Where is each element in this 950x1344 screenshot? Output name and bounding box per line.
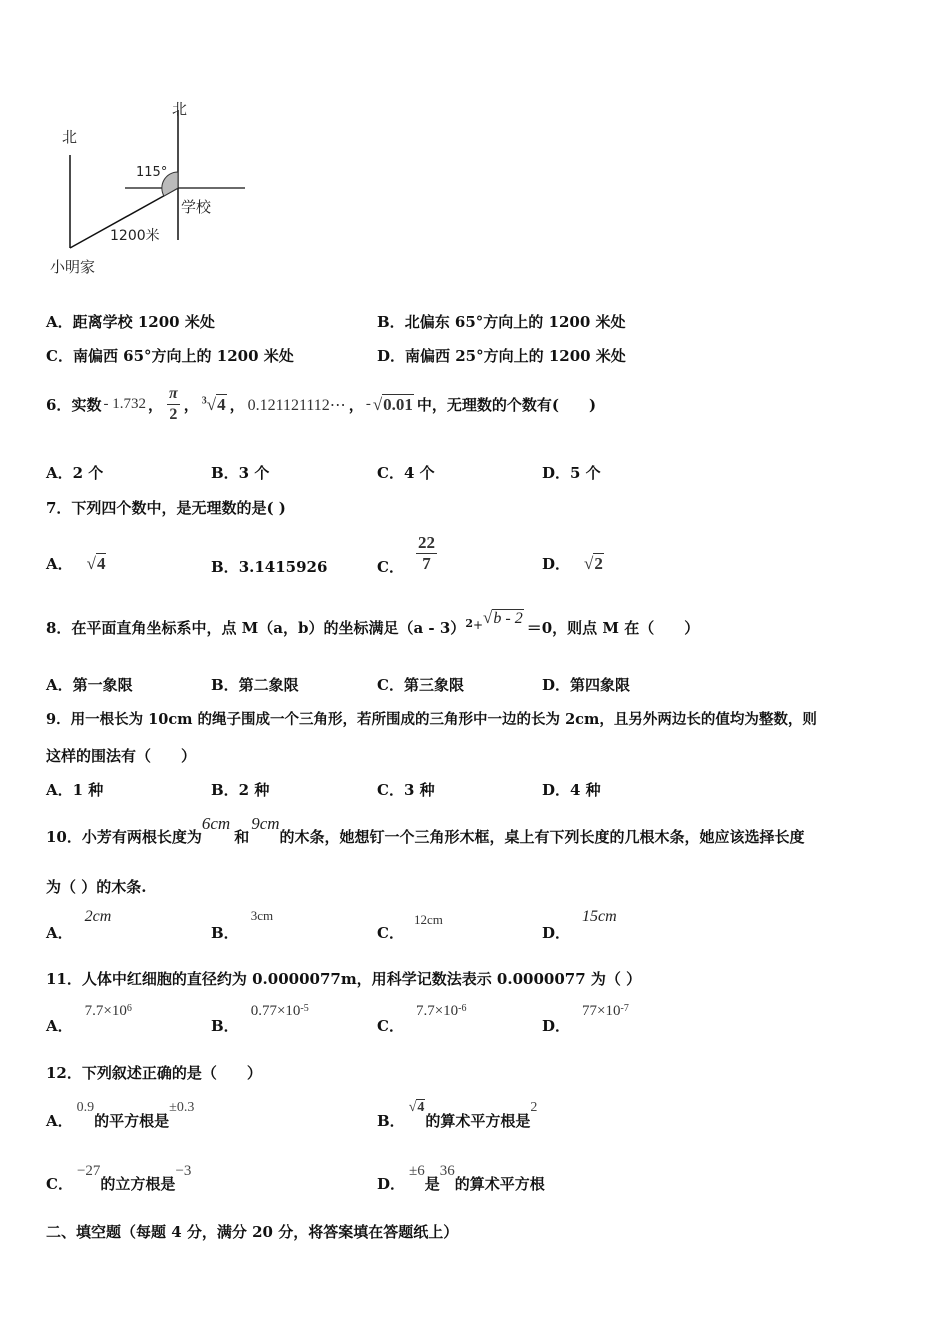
q6-neg: - bbox=[365, 396, 371, 412]
q7-option-b[interactable] bbox=[211, 556, 327, 577]
q7-option-d[interactable] bbox=[542, 553, 604, 574]
q12-option-c-text: 的立方根是 bbox=[100, 1175, 176, 1193]
q10-option-d[interactable] bbox=[542, 908, 617, 943]
q8-option-d[interactable]: D．第四象限 bbox=[542, 676, 631, 694]
q7-option-c-denominator: 7 bbox=[422, 554, 431, 573]
q10-option-a-value: 2cm bbox=[84, 908, 112, 925]
q8-suffix: ＝0，则点 M 在（ ） bbox=[526, 619, 700, 637]
q10-option-a[interactable] bbox=[46, 908, 111, 943]
q12-option-c-letter: C． bbox=[46, 1175, 73, 1193]
section-2-heading: 二、填空题（每题 4 分，满分 20 分，将答案填在答题纸上） bbox=[46, 1223, 459, 1241]
q5-option-d[interactable] bbox=[377, 345, 626, 366]
q12-option-d-text-1: 是 bbox=[424, 1175, 440, 1193]
q10-option-a-letter: A． bbox=[46, 924, 73, 942]
q10-length-2: 9cm bbox=[251, 814, 280, 833]
q12-stem: 12．下列叙述正确的是（ ） bbox=[46, 1064, 262, 1082]
q7-option-a-letter: A． bbox=[46, 555, 73, 573]
q6-sep-1: ， bbox=[147, 396, 163, 414]
q6-pi-over-2 bbox=[167, 384, 180, 425]
q5-option-c-text: 南偏西 65°方向上的 1200 米处 bbox=[72, 347, 294, 365]
q5-option-a[interactable] bbox=[46, 311, 215, 332]
north-label-left: 北 bbox=[62, 128, 78, 146]
q6-pi: π bbox=[167, 384, 180, 405]
q11-option-b-base: 0.77×10 bbox=[250, 1003, 301, 1019]
q6-number-4: 0.121121112⋯ bbox=[247, 396, 346, 414]
q12-option-a-text: 的平方根是 bbox=[94, 1112, 170, 1130]
q8-radicand: b - 2 bbox=[493, 610, 523, 627]
q5-option-b-text: 北偏东 65°方向上的 1200 米处 bbox=[404, 313, 626, 331]
q11-option-a-base: 7.7×10 bbox=[84, 1003, 127, 1019]
q6-sqrt: √0.01 bbox=[372, 394, 413, 414]
q10-length-1: 6cm bbox=[201, 814, 231, 833]
q11-option-c-letter: C． bbox=[377, 1017, 404, 1035]
q11-option-c[interactable] bbox=[377, 1003, 467, 1036]
q6-prefix: 实数 bbox=[71, 396, 102, 414]
q6-sep-4: ， bbox=[348, 396, 364, 414]
q10-option-d-letter: D． bbox=[542, 924, 571, 942]
q7-option-c-letter: C． bbox=[377, 558, 404, 576]
q11-option-d[interactable] bbox=[542, 1003, 629, 1036]
q12-option-d-math-2: 36 bbox=[439, 1163, 455, 1179]
q10-option-b-letter: B． bbox=[211, 924, 239, 942]
q12-option-d[interactable] bbox=[377, 1163, 545, 1194]
q11-stem: 11．人体中红细胞的直径约为 0.0000077m，用科学记数法表示 0.0000077 为（ ） bbox=[46, 970, 642, 988]
q7-stem: 7．下列四个数中，是无理数的是( ) bbox=[46, 499, 286, 517]
q12-option-a-math-1: 0.9 bbox=[76, 1100, 95, 1115]
q7-option-c-fraction bbox=[416, 533, 437, 574]
direction-diagram bbox=[40, 90, 260, 285]
angle-label: 115° bbox=[136, 165, 168, 180]
q12-option-b-radicand: 4 bbox=[417, 1100, 425, 1115]
q6-option-d[interactable]: D．5 个 bbox=[542, 464, 601, 482]
q10-part-1: 10．小芳有两根长度为 bbox=[46, 828, 202, 846]
q10-option-b[interactable] bbox=[211, 908, 273, 943]
q6-option-b[interactable]: B．3 个 bbox=[211, 464, 270, 482]
q9-stem-line-1: 9．用一根长为 10cm 的绳子围成一个三角形，若所围成的三角形中一边的长为 2cm，且另外两边长的值均为整数，则 bbox=[46, 711, 817, 728]
school-label: 学校 bbox=[181, 198, 212, 216]
q10-option-d-value: 15cm bbox=[582, 908, 617, 925]
q6-number-1: - 1.732 bbox=[103, 396, 146, 412]
q8-prefix: 8．在平面直角坐标系中，点 M（a，b）的坐标满足（a - 3） bbox=[46, 619, 466, 637]
q7-option-a-sqrt: √4 bbox=[86, 553, 106, 573]
q11-option-b[interactable] bbox=[211, 1003, 309, 1036]
q6-cube-radicand: 4 bbox=[217, 394, 226, 414]
q12-option-d-text-2: 的算术平方根 bbox=[454, 1175, 545, 1193]
q10-part-2: 和 bbox=[234, 828, 250, 846]
q6-sqrt-radicand: 0.01 bbox=[383, 394, 413, 414]
q11-option-a-exponent: 6 bbox=[126, 1003, 132, 1014]
q5-option-a-letter: A． bbox=[46, 313, 73, 331]
q12-option-a-letter: A． bbox=[46, 1112, 73, 1130]
q11-option-a[interactable] bbox=[46, 1003, 132, 1036]
q7-option-b-value: 3.1415926 bbox=[238, 558, 328, 576]
q7-option-c-numerator: 22 bbox=[417, 533, 435, 552]
q9-stem-line-2: 这样的围法有（ ） bbox=[46, 747, 197, 765]
q11-option-d-letter: D． bbox=[542, 1017, 571, 1035]
q10-stem-line-1 bbox=[46, 814, 805, 847]
q11-option-b-letter: B． bbox=[211, 1017, 239, 1035]
q12-option-c-math-1: −27 bbox=[76, 1163, 101, 1179]
q7-option-a-radicand: 4 bbox=[96, 553, 106, 573]
q8-option-a[interactable]: A．第一象限 bbox=[46, 676, 133, 694]
q8-option-c[interactable]: C．第三象限 bbox=[377, 676, 464, 694]
q6-option-a[interactable]: A．2 个 bbox=[46, 464, 104, 482]
q12-option-c[interactable] bbox=[46, 1163, 191, 1194]
q10-option-c-value: 12cm bbox=[413, 912, 443, 927]
q7-option-a[interactable] bbox=[46, 553, 106, 574]
q5-option-c-letter: C． bbox=[46, 347, 73, 365]
q12-option-b-sqrt: √4 bbox=[408, 1100, 425, 1115]
q6-sep-2: ， bbox=[183, 396, 199, 414]
home-label: 小明家 bbox=[50, 258, 96, 276]
q6-cube-index: 3 bbox=[201, 394, 207, 406]
q10-option-c-letter: C． bbox=[377, 924, 404, 942]
q9-option-d[interactable]: D．4 种 bbox=[542, 781, 601, 799]
q7-option-b-letter: B． bbox=[211, 558, 239, 576]
q6-stem bbox=[46, 384, 596, 425]
q10-option-c[interactable] bbox=[377, 908, 443, 943]
q7-option-d-letter: D． bbox=[542, 555, 571, 573]
q9-option-b[interactable]: B．2 种 bbox=[211, 781, 270, 799]
q11-option-b-exponent: -5 bbox=[300, 1003, 309, 1014]
q6-cube-root: $^3$√4 bbox=[201, 394, 226, 414]
q7-option-d-sqrt: √2 bbox=[584, 553, 603, 573]
q5-option-d-text: 南偏西 25°方向上的 1200 米处 bbox=[405, 347, 626, 365]
q11-option-c-exponent: -6 bbox=[458, 1003, 467, 1014]
north-label-right: 北 bbox=[172, 100, 188, 118]
q5-option-d-letter: D． bbox=[377, 347, 406, 365]
q7-option-c[interactable] bbox=[377, 530, 437, 577]
q9-option-a[interactable]: A．1 种 bbox=[46, 781, 104, 799]
q12-option-a-math-2: ±0.3 bbox=[169, 1100, 195, 1115]
q6-two: 2 bbox=[169, 406, 178, 423]
q12-option-b-math-2: 2 bbox=[530, 1100, 538, 1115]
q7-option-d-radicand: 2 bbox=[594, 553, 603, 573]
q5-option-b-letter: B． bbox=[377, 313, 405, 331]
q8-plus: + bbox=[472, 618, 484, 632]
q12-option-b[interactable] bbox=[377, 1100, 537, 1131]
q8-square: 2 bbox=[465, 617, 473, 630]
q12-option-d-letter: D． bbox=[377, 1175, 406, 1193]
q11-option-d-exponent: -7 bbox=[620, 1003, 629, 1014]
q12-option-d-math-1: ±6 bbox=[409, 1163, 425, 1179]
q12-option-b-letter: B． bbox=[377, 1112, 405, 1130]
q5-option-a-text: 距离学校 1200 米处 bbox=[72, 313, 215, 331]
q12-option-a[interactable] bbox=[46, 1100, 194, 1131]
q6-option-c[interactable]: C．4 个 bbox=[377, 464, 435, 482]
q12-option-b-text: 的算术平方根是 bbox=[425, 1112, 531, 1130]
q8-option-b[interactable]: B．第二象限 bbox=[211, 676, 299, 694]
q10-option-b-value: 3cm bbox=[250, 908, 274, 923]
q11-option-c-base: 7.7×10 bbox=[415, 1003, 459, 1019]
q8-stem bbox=[46, 608, 700, 638]
q6-number: 6． bbox=[46, 396, 72, 414]
q10-part-3: 的木条，她想钉一个三角形木框，桌上有下列长度的几根木条，她应该选择长度 bbox=[279, 828, 805, 846]
q12-option-c-math-2: −3 bbox=[175, 1163, 192, 1179]
q6-suffix: 中，无理数的个数有( ) bbox=[416, 396, 597, 414]
q9-option-c[interactable]: C．3 种 bbox=[377, 781, 435, 799]
q6-sep-3: ， bbox=[229, 396, 245, 414]
q11-option-a-letter: A． bbox=[46, 1017, 73, 1035]
q11-option-d-base: 77×10 bbox=[582, 1003, 621, 1019]
q5-option-c[interactable] bbox=[46, 345, 294, 366]
q8-sqrt: √b - 2 bbox=[483, 608, 523, 627]
q5-option-b[interactable] bbox=[377, 311, 625, 332]
q10-stem-line-2: 为（ ）的木条. bbox=[46, 878, 147, 896]
distance-label: 1200米 bbox=[110, 228, 160, 244]
